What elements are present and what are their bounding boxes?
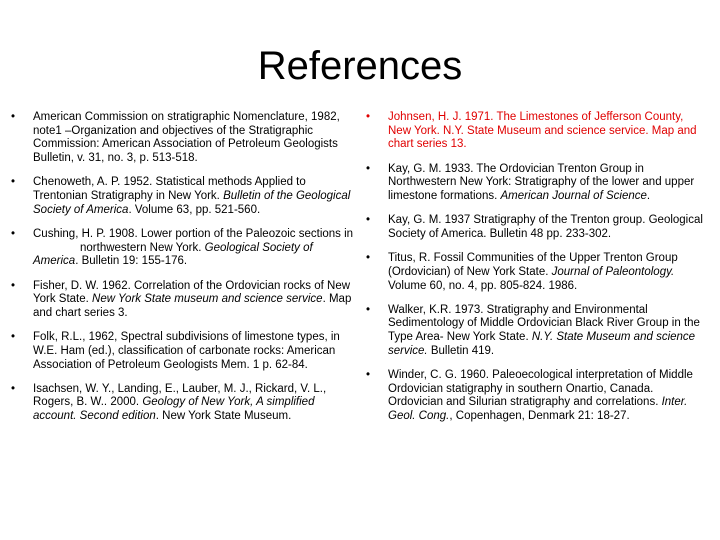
- reference-item: [366, 252, 708, 293]
- references-right-column: [366, 111, 708, 434]
- reference-text: Cushing, H. P. 1908. Lower portion of the Paleozoic sections in: [33, 227, 354, 240]
- reference-text: . Bulletin 19: 155-176.: [75, 255, 188, 268]
- reference-source-italic: Inter. Geol. Cong.: [388, 396, 688, 423]
- slide-title: References: [257, 44, 463, 88]
- reference-item: [11, 280, 356, 321]
- reference-text: .: [646, 190, 651, 203]
- reference-item: [366, 214, 708, 241]
- reference-text: . Map and chart series 3.: [33, 293, 352, 319]
- reference-item: [11, 111, 356, 166]
- reference-source-italic: N.Y. State Museum and science service.: [388, 331, 696, 357]
- reference-source-italic: Geological Society of America: [33, 241, 313, 268]
- reference-item: [366, 369, 708, 424]
- bullet-icon: •: [11, 279, 16, 292]
- bullet-icon: •: [366, 162, 371, 175]
- bullet-icon: •: [366, 303, 371, 316]
- reference-text: Bulletin 419.: [427, 344, 495, 357]
- reference-text: Kay, G. M. 1933. The Ordovician Trenton Group in Northwestern New York: Stratigraphy of the lower and upper limestone formations.: [388, 162, 695, 203]
- reference-item: [366, 163, 708, 204]
- reference-item: [11, 228, 356, 269]
- reference-text: Isachsen, W. Y., Landing, E., Lauber, M. J., Rickard, V. L., Rogers, B. W.. 2000.: [33, 382, 327, 409]
- reference-text: . New York State Museum.: [155, 410, 292, 423]
- bullet-icon: •: [366, 369, 371, 382]
- reference-item: [11, 331, 356, 372]
- reference-text: Johnsen, H. J. 1971. The Limestones of Jefferson County, New York. N.Y. State Museum and science service. Map and chart series 13.: [388, 111, 697, 151]
- reference-source-italic: New York State museum and science service: [92, 293, 323, 306]
- reference-text: Kay, G. M. 1937 Stratigraphy of the Trenton group. Geological Society of America. Bulletin 48 pp. 233-302.: [388, 214, 703, 240]
- reference-source-italic: Journal of Paleontology.: [551, 265, 675, 278]
- bullet-icon: •: [11, 111, 16, 123]
- reference-text: Titus, R. Fossil Communities of the Upper Trenton Group (Ordovician) of New York State.: [388, 252, 678, 278]
- reference-source-italic: Geology of New York, A simplified account. Second edition: [33, 396, 315, 423]
- reference-text: , Copenhagen, Denmark 21: 18-27.: [449, 410, 630, 423]
- bullet-icon: •: [11, 176, 16, 189]
- reference-item: [11, 383, 356, 424]
- bullet-icon: •: [11, 382, 16, 395]
- bullet-icon: •: [366, 214, 371, 227]
- reference-text: northwestern New York.: [80, 241, 205, 254]
- reference-text: Chenoweth, A. P. 1952. Statistical methods Applied to Trentonian Stratigraphy in New York.: [33, 176, 306, 203]
- reference-text: Volume 60, no. 4, pp. 805-824. 1986.: [388, 279, 578, 292]
- bullet-icon: •: [366, 111, 371, 123]
- bullet-icon: •: [11, 331, 16, 344]
- reference-item: [11, 176, 356, 217]
- reference-text: Walker, K.R. 1973. Stratigraphy and Environmental Sedimentology of Middle Ordovician Black River Group in the Type Area- New York State.: [388, 303, 700, 344]
- reference-text: American Commission on stratigraphic Nomenclature, 1982, note1 –Organization and objectives of the Stratigraphic Commission: American Association of Petroleum Geologists Bulletin, v. 31, no. 3, p. 513-518.: [33, 111, 340, 165]
- reference-text: . Volume 63, pp. 521-560.: [128, 203, 261, 216]
- bullet-icon: •: [366, 252, 371, 265]
- reference-item: [366, 304, 708, 359]
- reference-text: Winder, C. G. 1960. Paleoecological interpretation of Middle Ordovician statigraphy in southern Onartio, Canada. Ordovician and Silurian stratigraphy and correlations.: [388, 369, 693, 409]
- reference-text: Folk, R.L., 1962, Spectral subdivisions of limestone types, in W.E. Ham (ed.), classification of carbonate rocks: American Association of Petroleum Geologists Mem. 1 p. 62-84.: [33, 331, 340, 371]
- reference-source-italic: American Journal of Science: [500, 190, 647, 203]
- reference-text: Fisher, D. W. 1962. Correlation of the Ordovician rocks of New York State.: [33, 279, 351, 306]
- reference-source-italic: Bulletin of the Geological Society of America: [33, 190, 351, 216]
- reference-item: [366, 111, 708, 152]
- bullet-icon: •: [11, 227, 16, 240]
- references-left-column: [11, 111, 356, 434]
